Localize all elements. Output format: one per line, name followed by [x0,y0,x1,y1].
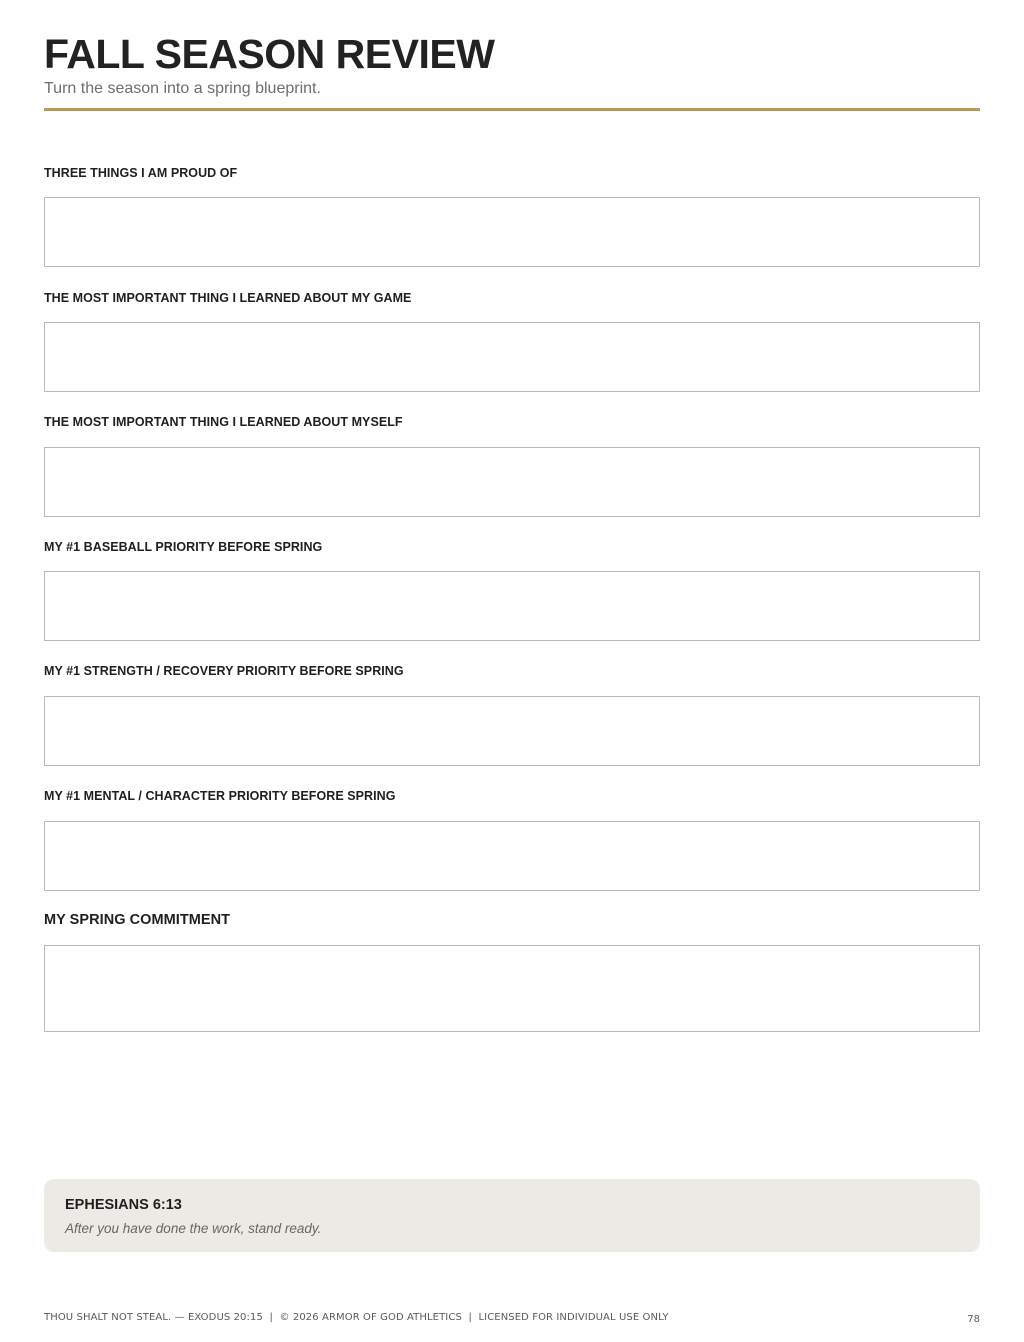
field-label-spring-commitment: MY SPRING COMMITMENT [44,912,231,928]
field-label-learned-game: THE MOST IMPORTANT THING I LEARNED ABOUT MY GAME [44,291,412,305]
title-divider [44,108,980,111]
answer-box-mental-priority[interactable] [44,821,980,891]
answer-box-learned-myself[interactable] [44,447,980,517]
answer-box-proud[interactable] [44,197,980,267]
verse-text: After you have done the work, stand ready. [65,1221,322,1236]
answer-box-baseball-priority[interactable] [44,571,980,641]
answer-box-spring-commitment[interactable] [44,945,980,1032]
answer-box-learned-game[interactable] [44,322,980,392]
field-label-mental-priority: MY #1 MENTAL / CHARACTER PRIORITY BEFORE SPRING [44,789,396,803]
field-label-learned-myself: THE MOST IMPORTANT THING I LEARNED ABOUT MYSELF [44,415,403,429]
field-label-strength-priority: MY #1 STRENGTH / RECOVERY PRIORITY BEFORE SPRING [44,664,404,678]
answer-box-strength-priority[interactable] [44,696,980,766]
verse-reference: EPHESIANS 6:13 [65,1197,182,1213]
page-number: 78 [967,1314,980,1325]
page-subtitle: Turn the season into a spring blueprint. [44,80,321,97]
verse-card [44,1179,980,1252]
field-label-baseball-priority: MY #1 BASEBALL PRIORITY BEFORE SPRING [44,540,323,554]
page-title: FALL SEASON REVIEW [44,31,495,77]
footer-text: THOU SHALT NOT STEAL. — EXODUS 20:15 | © 2026 ARMOR OF GOD ATHLETICS | LICENSED FOR INDIVIDUAL USE ONLY [44,1312,669,1323]
field-label-proud: THREE THINGS I AM PROUD OF [44,166,238,180]
